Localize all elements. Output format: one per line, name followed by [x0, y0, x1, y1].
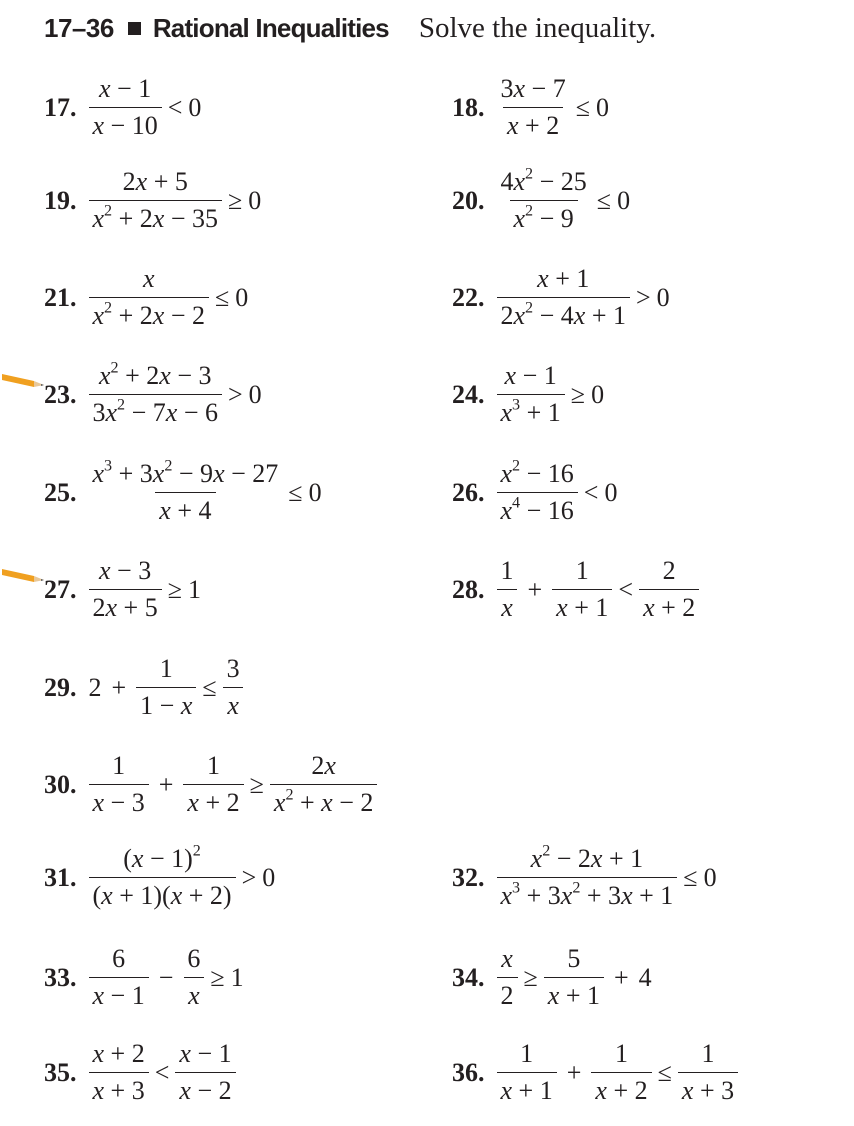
- plus-operator: +: [614, 962, 629, 992]
- fraction: $\frac{x^2 + 2x - 3}{3x^2 - 7x - 6}$: [89, 362, 223, 427]
- relation: >: [241, 862, 257, 892]
- relation: ≤: [575, 92, 590, 122]
- rhs: 0: [604, 477, 618, 507]
- relation: ≤: [288, 477, 303, 507]
- relation: <: [583, 477, 599, 507]
- fraction: $\frac{x + 2}{x + 3}$: [89, 1040, 149, 1105]
- problem-number: 20.: [452, 185, 485, 215]
- relation: <: [618, 574, 634, 604]
- minus-operator: −: [158, 962, 174, 992]
- fraction: $\frac{x - 1}{x - 2}$: [175, 1040, 235, 1105]
- relation: <: [167, 92, 183, 122]
- plus-operator: +: [158, 769, 174, 799]
- problem-number: 33.: [44, 962, 77, 992]
- problem-number: 28.: [452, 574, 485, 604]
- fraction: $\frac{1}{x - 3}$: [89, 752, 149, 817]
- problem-17: [44, 75, 201, 140]
- fraction: $\frac{x^2 - 2x + 1}{x^3 + 3x^2 + 3x + 1}$: [497, 845, 678, 910]
- plus-operator: +: [111, 672, 127, 702]
- relation: ≤: [215, 282, 230, 312]
- relation: <: [154, 1057, 170, 1087]
- problem-number: 21.: [44, 282, 77, 312]
- fraction: $\frac{3}{x}$: [223, 655, 244, 720]
- rhs: 0: [656, 282, 670, 312]
- relation: ≤: [596, 185, 612, 215]
- problem-29: 29. 2 + $\frac{1}{1 - x}$ ≤ $\frac{3}{x}$: [44, 655, 244, 720]
- relation: ≥: [210, 962, 225, 992]
- fraction: $\frac{1}{x + 3}$: [678, 1040, 738, 1105]
- rhs: 0: [262, 862, 276, 892]
- problem-30: [44, 752, 377, 817]
- relation: ≥: [523, 962, 538, 992]
- section-header: [44, 10, 656, 46]
- problem-19: [44, 168, 261, 233]
- rhs: 0: [617, 185, 631, 215]
- fraction: $\frac{1}{x}$: [497, 557, 518, 622]
- problem-28: [452, 557, 699, 622]
- problem-35: [44, 1040, 236, 1105]
- problem-26: [452, 457, 618, 525]
- rhs: 0: [235, 282, 249, 312]
- problem-25: [44, 457, 322, 525]
- problem-24: [452, 362, 604, 427]
- fraction: $\frac{x}{2}$: [497, 945, 518, 1010]
- fraction: $\frac{x^3 + 3x^2 - 9x - 27}{x + 4}$: [92, 457, 279, 525]
- relation: ≥: [228, 185, 243, 215]
- problem-number: 36.: [452, 1057, 485, 1087]
- fraction: $\frac{x - 1}{x - 10}$: [89, 75, 162, 140]
- problem-number: 27.: [44, 574, 77, 604]
- fraction: $\frac{2x + 5}{x^2 + 2x - 35}$: [89, 168, 223, 233]
- fraction: $\frac{2}{x + 2}$: [639, 557, 699, 622]
- rhs: 0: [248, 379, 262, 409]
- relation: ≥: [167, 574, 182, 604]
- fraction: $\frac{1}{1 - x}$: [136, 655, 196, 720]
- rhs: 0: [591, 379, 605, 409]
- relation: ≤: [683, 862, 698, 892]
- relation: >: [228, 379, 243, 409]
- pencil-icon: [0, 370, 46, 390]
- relation: ≤: [657, 1057, 672, 1087]
- problem-22: [452, 265, 670, 330]
- problem-20: [452, 165, 631, 233]
- relation: >: [636, 282, 651, 312]
- fraction: $\frac{x - 3}{2x + 5}$: [89, 557, 162, 622]
- fraction: $\frac{x}{x^2 + 2x - 2}$: [89, 265, 210, 330]
- fraction: $\frac{1}{x + 2}$: [183, 752, 243, 817]
- rhs: 0: [248, 185, 262, 215]
- problem-27: [44, 557, 201, 622]
- fraction: $\frac{1}{x + 1}$: [552, 557, 612, 622]
- rhs: 0: [188, 92, 202, 122]
- relation: ≥: [249, 769, 264, 799]
- fraction: $\frac{5}{x + 1}$: [544, 945, 604, 1010]
- section-title: Rational Inequalities: [152, 12, 389, 43]
- problem-number: 31.: [44, 862, 77, 892]
- square-bullet-icon: [128, 22, 141, 35]
- fraction: $\frac{2x}{x^2 + x - 2}$: [270, 752, 378, 817]
- problem-31: [44, 842, 276, 910]
- problem-18: [452, 75, 609, 140]
- problem-number: 24.: [452, 379, 485, 409]
- problem-34: 34. $\frac{x}{2}$ ≥ $\frac{5}{x + 1}$ + 4: [452, 944, 652, 1010]
- fraction: $\frac{4x^2 - 25}{x^2 - 9}$: [500, 165, 587, 233]
- problem-number: 32.: [452, 862, 485, 892]
- relation: ≥: [570, 379, 586, 409]
- fraction: $\frac{6}{x}$: [183, 945, 204, 1010]
- rhs: 0: [308, 477, 322, 507]
- problem-number: 23.: [44, 379, 77, 409]
- fraction: $\frac{x - 1}{x^3 + 1}$: [497, 362, 565, 427]
- problem-number: 29.: [44, 672, 77, 702]
- problem-32: [452, 842, 717, 910]
- plus-operator: +: [566, 1057, 582, 1087]
- rhs: 1: [188, 574, 201, 604]
- pencil-icon: [0, 565, 46, 585]
- rhs: 0: [703, 862, 717, 892]
- problem-number: 26.: [452, 477, 485, 507]
- problem-number: 22.: [452, 282, 485, 312]
- problem-number: 17.: [44, 92, 77, 122]
- plus-operator: +: [527, 574, 543, 604]
- fraction: $\frac{1}{x + 1}$: [497, 1040, 557, 1105]
- fraction: $\frac{(x - 1)^2}{(x + 1)(x + 2)}$: [89, 845, 236, 910]
- problem-number: 25.: [44, 477, 77, 507]
- fraction: $\frac{x + 1}{2x^2 - 4x + 1}$: [497, 265, 631, 330]
- problem-number: 30.: [44, 769, 77, 799]
- rhs: 0: [596, 92, 609, 122]
- problem-21: [44, 265, 248, 330]
- section-range: 17–36: [44, 12, 114, 43]
- problem-33: [44, 945, 244, 1010]
- fraction: $\frac{3x - 7}{x + 2}$: [500, 74, 566, 140]
- fraction: $\frac{1}{x + 2}$: [591, 1040, 651, 1105]
- relation: ≤: [202, 672, 217, 702]
- fraction: $\frac{x^2 - 16}{x^4 - 16}$: [497, 460, 578, 525]
- problem-number: 34.: [452, 962, 485, 992]
- fraction: $\frac{6}{x - 1}$: [89, 945, 149, 1010]
- problem-number: 19.: [44, 185, 77, 215]
- rhs: 1: [230, 962, 244, 992]
- problem-23: [44, 359, 262, 427]
- section-instruction: Solve the inequality.: [418, 11, 657, 44]
- problem-number: 18.: [452, 92, 485, 122]
- problem-36: [452, 1040, 738, 1105]
- problem-number: 35.: [44, 1057, 77, 1087]
